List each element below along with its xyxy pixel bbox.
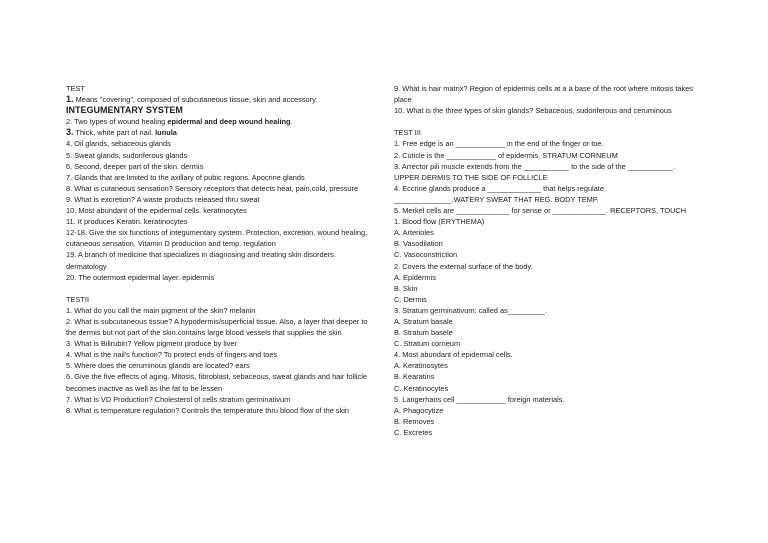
test-ii-question-10: 10. What is the three types of skin glands? Sebaceous, sudoriferous and ceruminous xyxy=(394,106,672,116)
test-ii-question-2: 2. What is subcutaneous tissue? A hypodermis/superficial tissue. Also, a layer that deeper to the dermis but not part of the skin.contains large blood vessels that supplies the skin xyxy=(66,316,368,338)
question-11: 11. It produces Keratin. keratinocytes xyxy=(66,217,188,227)
question-6: 6. Second, deeper part of the skin. dermis xyxy=(66,161,204,171)
question-2-answer: epidermal and deep wound healing xyxy=(167,117,291,127)
question-1-answer: INTEGUMENTARY SYSTEM xyxy=(66,105,183,116)
test-iii-question-2: 2. Cuticle is the ____________ of epidermis. STRATUM CORNEUM xyxy=(394,150,618,160)
test-heading: TEST xyxy=(66,84,85,93)
mc-q5-option-a: A. Phagocytize xyxy=(394,405,444,415)
left-column xyxy=(66,83,378,416)
mc-q1-option-a: A. Arterioles xyxy=(394,228,434,238)
mc-q5-option-c: C. Excretes xyxy=(394,427,433,437)
question-3-number: 3. xyxy=(66,127,74,138)
question-1-number: 1. xyxy=(66,94,74,105)
test-iii-question-5: 5. Merkel cells are _____________ for sense or _____________. RECEPTORS, TOUCH xyxy=(394,206,687,216)
mc-q3: 3. Stratum germinativum: called as_________. xyxy=(394,305,547,315)
spacer xyxy=(66,283,378,294)
test-ii-heading: TESTII xyxy=(66,294,89,304)
mc-q2-option-a: A. Epidermis xyxy=(394,272,436,282)
question-3 xyxy=(66,127,378,138)
question-2-text: 2. Two types of wound healing xyxy=(66,117,168,127)
mc-q5-option-b: B. Removes xyxy=(394,416,435,426)
test-ii-question-6: 6. Give the five effects of aging. Mitosis, fibroblast, sebaceous, sweat glands and hair follicle becomes inactive as well as the fat to be lessen xyxy=(66,372,367,393)
question-3-text: Thick, white part of nail. xyxy=(73,128,156,138)
question-1 xyxy=(66,94,378,105)
test-ii-question-5: 5. Where does the ceruminous glands are located? ears xyxy=(66,361,250,371)
question-20: 20. The outermost epidermal layer. epidermis xyxy=(66,272,215,282)
mc-q1: 1. Blood flow (ERYTHEMA) xyxy=(394,217,485,227)
mc-q5: 5. Langerhans cell ____________ foreign materials. xyxy=(394,394,565,404)
test-iii-question-3: 3. Arrector pili muscle extends from the ___________ to the side of the ___________. UPPER DERMIS TO THE SIDE OF FOLLICLE xyxy=(394,161,676,182)
mc-q4-option-a: A. Keratinosytes xyxy=(394,361,448,371)
mc-q3-option-a: A. Stratum basale xyxy=(394,316,453,326)
test-ii-question-1: 1. What do you call the main pigment of the skin? melanin xyxy=(66,305,256,315)
mc-q2: 2. Covers the external surface of the body. xyxy=(394,261,533,271)
test-iii-question-1: 1. Free edge is an ____________ in the end of the finger or toe. xyxy=(394,139,604,149)
test-iii-question-4: 4. Eccrine glands produce a _____________ that helps regulate ______________.WATERY SWEAT THAT REG. BODY TEMP. xyxy=(394,183,604,204)
question-7: 7. Glands that are limited to the axillary of pubic regions. Apocrine glands xyxy=(66,172,305,182)
mc-q4-option-b: B. Kearatins xyxy=(394,372,435,382)
mc-q1-option-b: B. Vasodilation xyxy=(394,239,443,249)
test-ii-question-3: 3. What is Bilirubin? Yellow pigment produce by liver xyxy=(66,339,237,349)
test-iii-heading: TEST III xyxy=(394,128,421,138)
question-19: 19. A branch of medicine that specializes in diagnosing and treating skin disorders. dermatology xyxy=(66,250,336,271)
question-4: 4. Oil glands, sebaceous glands xyxy=(66,139,171,149)
mc-q3-option-b: B. Stratum basele xyxy=(394,328,453,338)
test-ii-question-7: 7. What is VD Production? Cholesterol of cells stratum germinativum xyxy=(66,394,291,404)
mc-q1-option-c: C. Vasoconstriction xyxy=(394,250,458,260)
question-1-text: Means "covering", composed of subcutaneous tissue, skin and accessory. xyxy=(73,95,318,105)
question-3-answer: lunula xyxy=(155,128,177,138)
test-ii-question-9: 9. What is hair matrix? Region of epidermis cells at a a base of the root where mitosis takes place xyxy=(394,84,694,105)
question-12-18: 12-18. Give the six functions of integumentary system. Protection, excretion, wound healing, cutaneous sensation, Vitamin D production and temp. regulation xyxy=(66,228,368,249)
right-column xyxy=(394,83,694,438)
mc-q2-option-c: C. Dermis xyxy=(394,294,427,304)
test-ii-question-8: 8. What is temperature regulation? Controls the temperature thru blood flow of the skin xyxy=(66,405,350,415)
question-2-period: . xyxy=(290,117,293,127)
question-8: 8. What is cutaneous sensation? Sensory receptors that detects heat, pain,cold, pressure xyxy=(66,183,359,193)
mc-q4-option-c: C. Keratinocytes xyxy=(394,383,449,393)
mc-q3-option-c: C. Stratum corneum xyxy=(394,339,461,349)
test-ii-question-4: 4. What is the nail's function? To protect ends of fingers and toes xyxy=(66,350,278,360)
mc-q2-option-b: B. Skin xyxy=(394,283,418,293)
spacer xyxy=(394,116,694,127)
question-9: 9. What is excretion? A waste products released thru sweat xyxy=(66,194,260,204)
question-10: 10. Most abundant of the epidermal cells. keratinocytes xyxy=(66,206,247,216)
question-5: 5. Sweat glands, sudoriferous glands xyxy=(66,150,188,160)
mc-q4: 4. Most abundant of epidermal cells. xyxy=(394,350,513,360)
question-2 xyxy=(66,116,378,127)
